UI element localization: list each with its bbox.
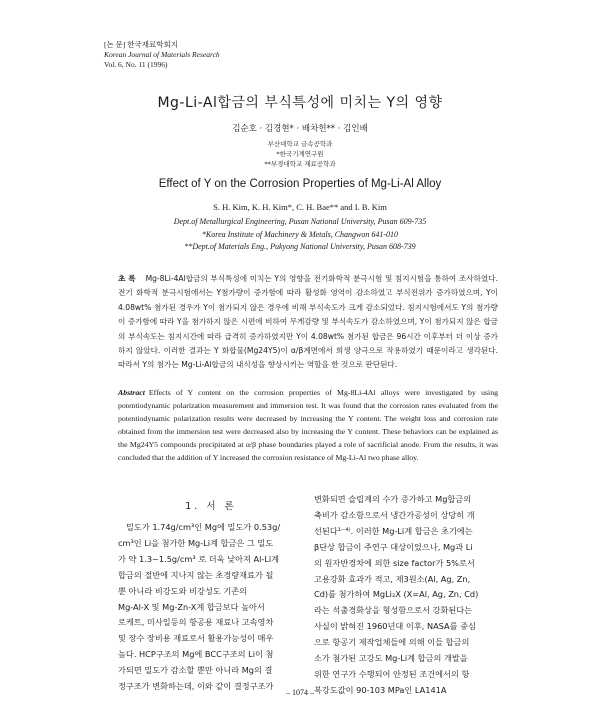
body-line: 합금의 절반에 지나지 않는 초경량재료가 될 [118,569,274,580]
body-line: 선된다¹⁻⁴⁾. 이러한 Mg-Li계 합금은 초기에는 [314,525,473,536]
english-authors: S. H. Kim, K. H. Kim*, C. H. Bae** and I. B. Kim [213,202,387,212]
body-line: 으로 항공기 제작업체들에 의해 이들 합금의 [314,637,470,648]
body-line: 복강도값이 90-103 MPa인 LA141A [314,684,447,695]
english-affiliations [0,216,600,254]
body-line: Mg-Al-X 및 Mg-Zn-X계 합금보다 높아서 [118,601,265,612]
korean-abstract-label: 초 록 [118,274,136,283]
body-left-column [118,520,304,695]
english-affiliation: Dept.of Metallurgical Engineering, Pusan National University, Pusan 609-735 [173,217,427,226]
korean-affiliation: *한국기계연구원 [276,150,324,158]
body-line: 정구조가 변화하는데, 이와 같이 결정구조가 [118,681,274,692]
body-line: 가 약 1.3~1.5g/cm³ 로 더욱 낮아져 Al-Li계 [118,553,280,564]
journal-header-korean: [논 문] 한국재료학회지 [104,40,178,49]
body-line: 위한 연구가 수행되어 안정된 조건에서의 항 [314,668,470,679]
body-line: 및 장수 장비용 재료로서 활용가능성이 매우 [118,633,274,644]
korean-authors: 김순호 · 김경현* · 배차헌** · 김인배 [232,124,368,134]
english-abstract-text: Effects of Y content on the corrosion properties of Mg-8Li-4Al alloys were investigated by using potentiodynamic polarization measurement and immersion test. It was found that the corrosion rates evaluated from the potentiodynamic polarization results were decreased by increasing the Y content. The weight loss and corrosion rate obtained from the immersion test were decreased also by increasing the Y content. These behaviors can be explained as the Mg24Y5 compounds precipitated at α/β phase boundaries played a role of sacrificial anode. From the results, it was concluded that the addition of Y increased the corrosion resistance of Mg-Li-Al two phase alloy. [118,388,498,463]
body-line: 고용강화 효과가 적고, 제3원소(Al, Ag, Zn, [314,573,471,584]
english-abstract-label: Abstract [118,388,145,397]
korean-affiliations [0,139,600,169]
body-line: 높다. HCP구조의 Mg에 BCC구조의 Li이 첨 [118,649,274,660]
body-line: cm³인 Li을 첨가한 Mg-Li계 합금은 그 밀도 [118,537,274,548]
english-title: Effect of Y on the Corrosion Properties of Mg-Li-Al Alloy [158,178,442,190]
journal-header [104,40,220,70]
english-affiliation: **Dept.of Materials Eng., Pukyong National University, Pusan 608-739 [184,242,416,251]
body-line: Cd)를 첨가하여 MgLi₂X (X=Al, Ag, Zn, Cd) [314,589,479,600]
body-line: 로케트, 미사일등의 항공용 재료나 고속영차 [118,617,274,628]
body-line: 축비가 감소함으로서 냉간가공성이 상당히 개 [314,509,475,520]
korean-abstract-text: Mg-8Li-4Al합금의 부식특성에 미치는 Y의 영향을 전기화학적 분극시험 및 침지시험을 통하여 조사하였다. 전기 화학적 분극시험에서는 Y첨가량이 증가함에 따라 활성화 영역이 감소하였고 부식전위가 증가하였으며, Y이 4.08wt% 첨가된 경우가 Y이 첨가되지 않은 경우에 비해 부식속도가 크게 감소되었다. 침지시험에서도 Y의 첨가량이 증가함에 따라 Y을 첨가하지 않은 시편에 비하여 무게감량 및 부식속도가 감소하였으며, Y이 첨가되지 않은 합금의 부식속도는 침지시간에 따라 급격히 증가하였지만 Y이 4.08wt% 첨가된 합금은 96시간 이후부터 더 이상 증가하지 않았다. 이러한 결과는 Y 화합물(Mg24Y5)이 α/β계면에서 희생 양극으로 작용하였기 때문이라고 생각된다. 따라서 Y의 첨가는 Mg-Li-Al합금의 내식성을 향상시키는 역할을 한 것으로 판단된다. [118,274,498,370]
body-line: 의 원자반경차에 의한 size factor가 5%로서 [314,557,475,568]
body-line: 라는 석출경화상을 형성함으로서 강화된다는 [314,605,473,616]
body-right-column [314,492,496,699]
body-line: 사실이 밝혀진 1960년대 이후, NASA를 중심 [314,621,476,632]
korean-abstract [118,272,498,373]
english-abstract [118,386,498,465]
english-affiliation: *Korea Institute of Machinery & Metals, Changwon 641-010 [201,229,399,239]
korean-title: Mg-Li-Al합금의 부식특성에 미치는 Y의 영향 [157,95,443,111]
body-line: 변화되면 슬립계의 수가 증가하고 Mg합금의 [314,494,472,504]
journal-volume: Vol. 6, No. 11 (1996) [104,60,168,69]
body-line: 뿐 아니라 비강도와 비강성도 기존의 [118,585,248,596]
korean-affiliation: **부경대학교 재료공학과 [264,160,336,168]
journal-header-english: Korean Journal of Materials Research [104,50,220,59]
body-line: 밀도가 1.74g/cm³인 Mg에 밀도가 0.53g/ [126,522,281,532]
section-heading-introduction: 1. 서 론 [185,501,237,512]
body-line: β단상 합금이 주연구 대상이었으나, Mg과 Li [314,541,473,552]
body-line: 소가 첨가된 고강도 Mg-Li계 합금의 개발을 [314,653,468,664]
korean-affiliation: 부산대학교 금속공학과 [267,140,333,148]
page-number: – 1074 – [286,688,314,697]
body-line: 가되면 밀도가 감소할 뿐만 아니라 Mg의 결 [118,665,273,676]
